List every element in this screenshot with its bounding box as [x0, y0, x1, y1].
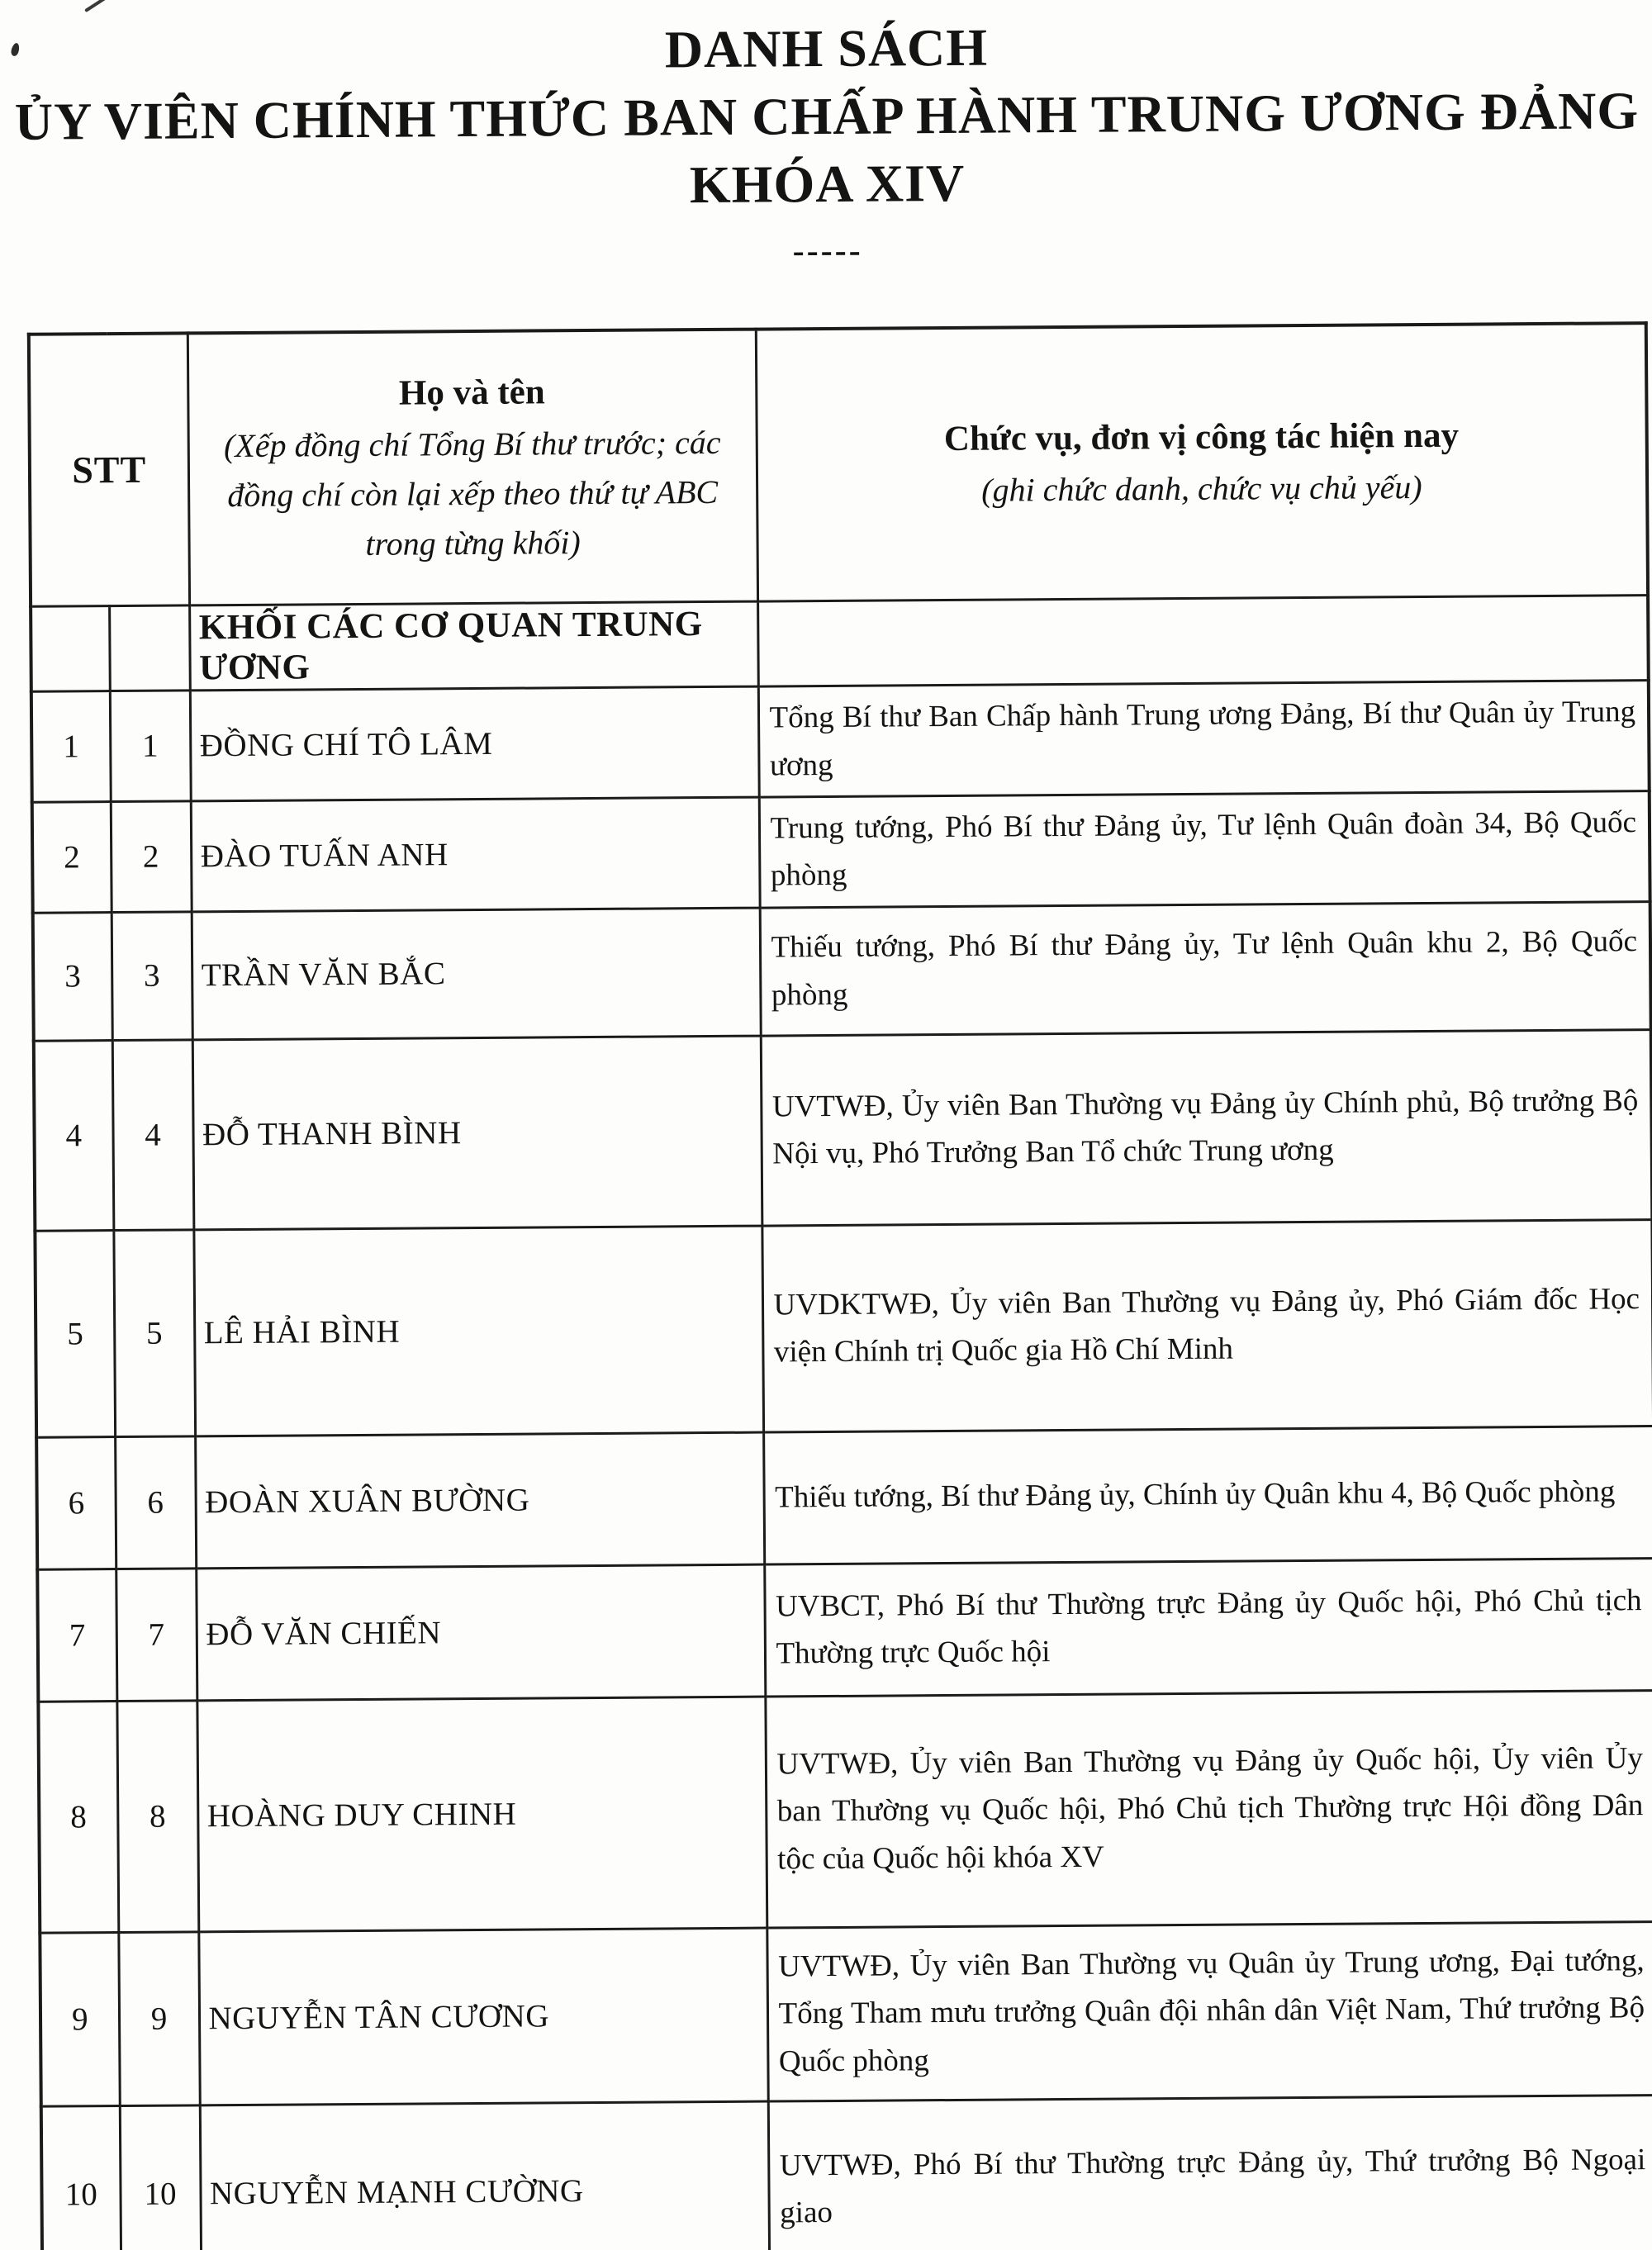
table-row [41, 2095, 1652, 2250]
stt-primary-cell: 8 [38, 1701, 118, 1933]
stt-secondary-cell: 4 [112, 1039, 194, 1230]
header-name-note: (Xếp đồng chí Tổng Bí thư trước; các đồng chí còn lại xếp theo thứ tự ABC trong từng khối) [223, 424, 721, 563]
table-row [33, 901, 1651, 1041]
header-position-note: (ghi chức danh, chức vụ chủ yếu) [981, 468, 1422, 509]
stt-primary-cell: 9 [40, 1932, 119, 2106]
name-cell: ĐÀO TUẤN ANH [191, 797, 760, 911]
position-cell: UVTWĐ, Ủy viên Ban Thường vụ Quân ủy Trung ương, Đại tướng, Tổng Tham mưu trưởng Quân đội nhân dân Việt Nam, Thứ trưởng Bộ Quốc phòng [767, 1921, 1652, 2101]
position-cell: UVDKTWĐ, Ủy viên Ban Thường vụ Đảng ủy, Phó Giám đốc Học viện Chính trị Quốc gia Hồ Chí Minh [762, 1219, 1652, 1432]
stt-secondary-cell: 5 [113, 1229, 195, 1436]
stt-secondary-cell: 10 [120, 2105, 202, 2250]
position-cell: UVTWĐ, Ủy viên Ban Thường vụ Đảng ủy Chính phủ, Bộ trưởng Bộ Nội vụ, Phó Trưởng Ban Tổ chức Trung ương [761, 1029, 1652, 1226]
page-subtitle: ỦY VIÊN CHÍNH THỨC BAN CHẤP HÀNH TRUNG ƯƠNG ĐẢNG [14, 81, 1640, 151]
header-name-title: Họ và tên [398, 373, 545, 413]
title-divider: ----- [792, 231, 863, 271]
stt-primary-cell: 4 [34, 1040, 114, 1231]
name-cell: TRẦN VĂN BẮC [192, 908, 761, 1040]
position-cell: UVBCT, Phó Bí thư Thường trực Đảng ủy Quốc hội, Phó Chủ tịch Thường trực Quốc hội [764, 1558, 1652, 1697]
name-cell: ĐỖ VĂN CHIẾN [196, 1564, 765, 1701]
position-cell: Thiếu tướng, Phó Bí thư Đảng ủy, Tư lệnh Quân khu 2, Bộ Quốc phòng [760, 901, 1651, 1036]
page-title-term: KHÓA XIV [689, 153, 966, 214]
section-empty-cell [31, 606, 110, 692]
position-cell: Thiếu tướng, Bí thư Đảng ủy, Chính ủy Quân khu 4, Bộ Quốc phòng [763, 1426, 1652, 1564]
stt-primary-cell: 5 [35, 1230, 115, 1437]
section-title: KHỐI CÁC CƠ QUAN TRUNG ƯƠNG [189, 601, 758, 691]
section-empty-cell [109, 605, 190, 691]
stt-primary-cell: 6 [36, 1436, 116, 1569]
table-row [38, 1690, 1652, 1933]
stt-primary-cell: 10 [41, 2105, 121, 2250]
stt-secondary-cell: 3 [112, 911, 192, 1040]
position-cell: UVTWĐ, Phó Bí thư Thường trực Đảng ủy, Thứ trưởng Bộ Ngoại giao [768, 2095, 1652, 2250]
stt-secondary-cell: 2 [111, 801, 192, 912]
name-cell: ĐỒNG CHÍ TÔ LÂM [190, 686, 759, 800]
page-title: DANH SÁCH [664, 17, 989, 79]
stt-primary-cell: 3 [33, 912, 112, 1041]
stt-secondary-cell: 9 [118, 1931, 199, 2105]
position-cell: UVTWĐ, Ủy viên Ban Thường vụ Đảng ủy Quốc hội, Ủy viên Ủy ban Thường vụ Quốc hội, Phó Chủ tịch Thường trực Hội đồng Dân tộc của Quốc hội khóa XV [765, 1690, 1652, 1928]
header-position-title: Chức vụ, đơn vị công tác hiện nay [943, 415, 1460, 458]
stt-primary-cell: 1 [31, 691, 111, 802]
name-cell: ĐỖ THANH BÌNH [192, 1036, 762, 1230]
section-empty-cell [757, 596, 1649, 687]
name-cell: LÊ HẢI BÌNH [193, 1226, 763, 1436]
stt-secondary-cell: 7 [116, 1568, 197, 1701]
name-cell: HOÀNG DUY CHINH [197, 1697, 767, 1932]
header-stt: STT [29, 333, 189, 606]
stt-secondary-cell: 6 [115, 1436, 196, 1569]
table-row [40, 1921, 1652, 2106]
table-header-row [29, 323, 1648, 607]
section-row [31, 596, 1649, 692]
name-cell: NGUYỄN TÂN CƯƠNG [198, 1928, 767, 2105]
stt-secondary-cell: 8 [116, 1700, 198, 1932]
table-row [34, 1029, 1652, 1231]
table-row [32, 790, 1650, 912]
name-cell: ĐOÀN XUÂN BƯỜNG [195, 1432, 764, 1569]
table-row [35, 1219, 1652, 1437]
stt-secondary-cell: 1 [110, 691, 191, 801]
header-name-cell [188, 329, 757, 605]
stt-primary-cell: 2 [32, 801, 112, 912]
members-table [27, 321, 1652, 2250]
stt-primary-cell: 7 [37, 1569, 116, 1702]
position-cell: Tổng Bí thư Ban Chấp hành Trung ương Đảng, Bí thư Quân ủy Trung ương [758, 681, 1650, 797]
table-row [36, 1426, 1652, 1569]
table-row [37, 1558, 1652, 1702]
header-position-cell [756, 323, 1648, 602]
table-row [31, 681, 1650, 802]
name-cell: NGUYỄN MẠNH CƯỜNG [200, 2101, 769, 2250]
position-cell: Trung tướng, Phó Bí thư Đảng ủy, Tư lệnh Quân đoàn 34, Bộ Quốc phòng [759, 790, 1650, 907]
